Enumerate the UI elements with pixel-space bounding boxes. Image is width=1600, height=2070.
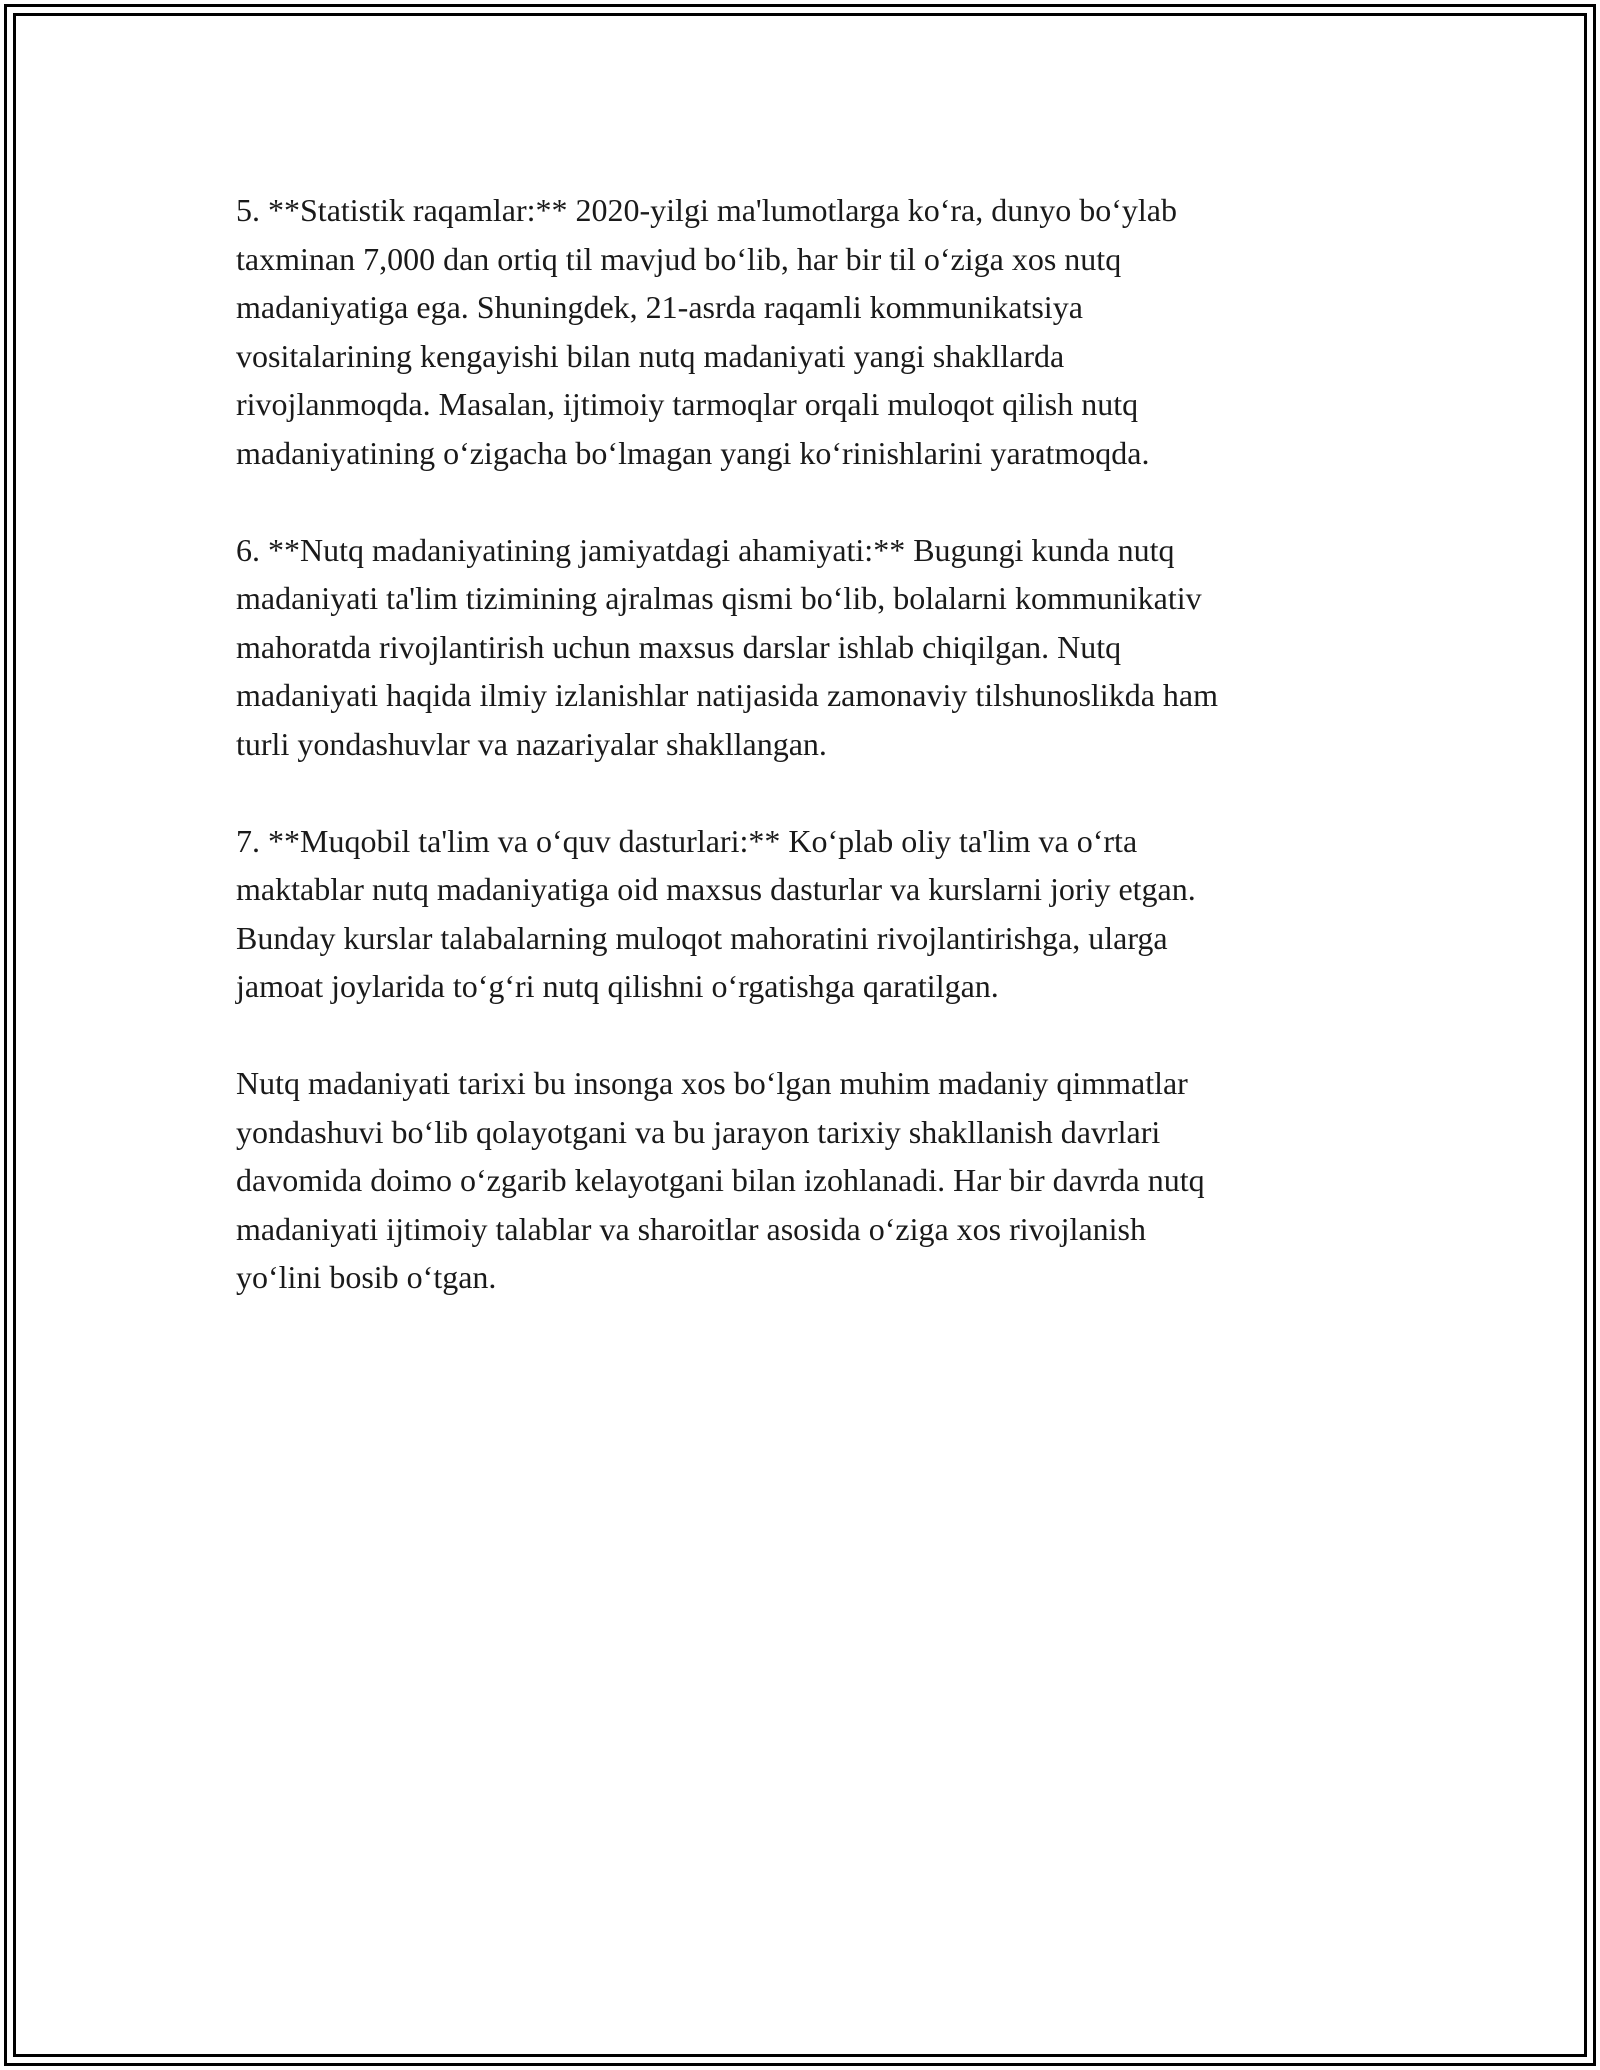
- text-line: 5. **Statistik raqamlar:** 2020-yilgi ma'lumotlarga ko‘ra, dunyo bo‘ylab: [236, 192, 1177, 228]
- text-line: 6. **Nutq madaniyatining jamiyatdagi ahamiyati:** Bugungi kunda nutq: [236, 531, 1175, 568]
- text-line: mahoratda rivojlantirish uchun maxsus darslar ishlab chiqilgan. Nutq: [236, 628, 1122, 665]
- text-line: madaniyatiga ega. Shuningdek, 21-asrda raqamli kommunikatsiya: [236, 289, 1083, 325]
- text-line: jamoat joylarida to‘g‘ri nutq qilishni o‘rgatishga qaratilgan.: [236, 968, 999, 1004]
- paragraph-conclusion: [236, 1059, 1386, 1302]
- text-line: turli yondashuvlar va nazariyalar shakllangan.: [236, 725, 827, 762]
- text-line: yondashuvi bo‘lib qolayotgani va bu jarayon tarixiy shakllanish davrlari: [236, 1113, 1161, 1150]
- text-line: 7. **Muqobil ta'lim va o‘quv dasturlari:** Ko‘plab oliy ta'lim va o‘rta: [236, 822, 1138, 859]
- text-line: davomida doimo o‘zgarib kelayotgani bilan izohlanadi. Har bir davrda nutq: [236, 1162, 1205, 1198]
- text-line: rivojlanmoqda. Masalan, ijtimoiy tarmoqlar orqali muloqot qilish nutq: [236, 386, 1139, 422]
- text-line: madaniyatining o‘zigacha bo‘lmagan yangi ko‘rinishlarini yaratmoqda.: [236, 434, 1150, 471]
- text-line: madaniyati ijtimoiy talablar va sharoitlar asosida o‘ziga xos rivojlanish: [236, 1210, 1146, 1247]
- paragraph-education-programs: [236, 817, 1386, 1011]
- document-body: [236, 186, 1386, 1350]
- text-line: madaniyati ta'lim tizimining ajralmas qismi bo‘lib, bolalarni kommunikativ: [236, 580, 1202, 616]
- text-line: maktablar nutq madaniyatiga oid maxsus dasturlar va kurslarni joriy etgan.: [236, 871, 1196, 907]
- text-line: madaniyati haqida ilmiy izlanishlar natijasida zamonaviy tilshunoslikda ham: [236, 677, 1218, 713]
- paragraph-statistics: [236, 186, 1386, 477]
- paragraph-society-importance: [236, 526, 1386, 769]
- text-line: taxminan 7,000 dan ortiq til mavjud bo‘lib, har bir til o‘ziga xos nutq: [236, 240, 1122, 277]
- text-line: Nutq madaniyati tarixi bu insonga xos bo‘lgan muhim madaniy qimmatlar: [236, 1065, 1188, 1101]
- text-line: Bunday kurslar talabalarning muloqot mahoratini rivojlantirishga, ularga: [236, 919, 1168, 956]
- text-line: yo‘lini bosib o‘tgan.: [236, 1259, 497, 1295]
- text-line: vositalarining kengayishi bilan nutq madaniyati yangi shakllarda: [236, 337, 1065, 374]
